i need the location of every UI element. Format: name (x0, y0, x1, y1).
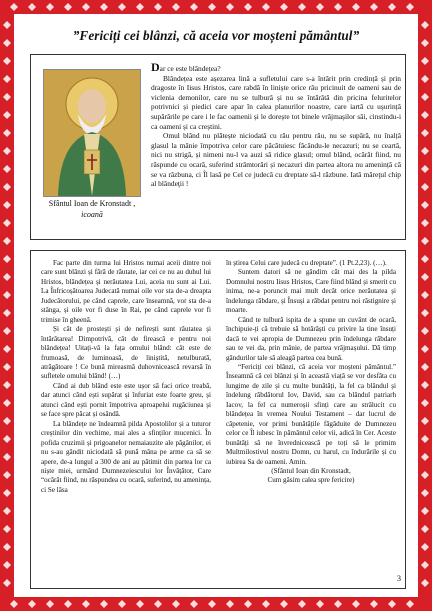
border-ornament-diamond (100, 3, 108, 11)
border-ornament-diamond (10, 600, 18, 608)
border-ornament-diamond (3, 21, 11, 29)
border-ornament-diamond (298, 600, 306, 608)
border-ornament-diamond (172, 600, 180, 608)
intro-text (151, 60, 401, 189)
right-column (226, 259, 396, 486)
border-ornament-diamond (3, 471, 11, 479)
border-ornament-diamond (3, 93, 11, 101)
body-paragraph: Când ai dub blând este este ușor să faci orice treabă, dar atunci când ești supărat și înfuriat este foarte greu, și atunci când ești pornit împotriva aproapelui rugăciunea și se face spre păcat și osândă. (41, 381, 211, 419)
icon-caption-name: Sfântul Ioan de Kronstadt , (48, 199, 136, 208)
border-ornament-diamond (3, 111, 11, 119)
border-ornament-diamond (334, 3, 342, 11)
border-ornament-diamond (280, 600, 288, 608)
border-ornament-diamond (421, 525, 429, 533)
border-ornament-diamond (421, 129, 429, 137)
border-ornament-diamond (316, 3, 324, 11)
border-ornament-diamond (421, 381, 429, 389)
border-ornament-diamond (352, 3, 360, 11)
border-ornament-diamond (244, 3, 252, 11)
border-ornament-diamond (3, 165, 11, 173)
body-paragraph: La blândețe ne îndeamnă pilda Apostolilor și a tuturor creștinilor din vechime, mai ales a sfinților mucenici. În pofida cruzimii și prigoanelor nemaiauzite ale păgânilor, ei nu s-au gândit niciodată să pună mâna pe arme ca să se apere, de-a lungul a 300 de ani au pătimit din partea lor ca niște miei, urmând Dumnezeiescului lor Învățător, Care “ocărât fiind, nu răspundea cu ocară, suferind, nu amenința, ci Se lăsa (41, 419, 211, 494)
border-ornament-diamond (244, 600, 252, 608)
border-ornament-diamond (421, 543, 429, 551)
border-ornament-diamond (190, 600, 198, 608)
border-ornament-diamond (334, 600, 342, 608)
border-ornament-diamond (421, 21, 429, 29)
border-ornament-diamond (226, 3, 234, 11)
border-ornament-diamond (3, 291, 11, 299)
border-ornament-diamond (3, 129, 11, 137)
border-ornament-diamond (421, 561, 429, 569)
body-paragraph: Suntem datori să ne gândim cât mai des la pilda Domnului nostru Iisus Hristos, Care fiind blând și smerit cu inima, ne-a poruncit mai mult decât orice nerăutatea și îndelunga răbdare, și Însuși a răbdat pentru noi răstignire și moarte. (226, 268, 396, 315)
signature-line: (Sfântul Ioan din Kronstadt, (271, 466, 351, 475)
body-paragraph: “Fericiți cei blânzi, că aceia vor moșteni pământul.” Înseamnă că cei blânzi și în această viață se vor desfăta cu lungime de zile și cu multe bunătăți, la fel ca blândul și îndelung răbdătorul Iov, David, sau ca blândul patriarh Iacov, la fel ca numeroșii sfinți care au strălucit cu blândețea în vremea Noului Testament – dar lucrul de căpetenie, vor primi bunătățile făgăduite de Dumnezeu celor ce Îl iubesc în pământul celor vii, adică în Cer. Aceste bunătăți să ne învrednicească pe toți să le primim Multmilostivul nostru Domn, cu harul, cu îndurările și cu iubirea Sa de oameni. Amin. (226, 362, 396, 466)
border-ornament-diamond (3, 525, 11, 533)
border-ornament-diamond (316, 600, 324, 608)
border-ornament-diamond (82, 600, 90, 608)
border-ornament-diamond (3, 561, 11, 569)
border-ornament-diamond (208, 600, 216, 608)
border-ornament-diamond (3, 147, 11, 155)
border-ornament-diamond (421, 111, 429, 119)
border-ornament-diamond (3, 579, 11, 587)
border-ornament-diamond (421, 75, 429, 83)
border-ornament-diamond (421, 237, 429, 245)
border-ornament-diamond (3, 507, 11, 515)
border-ornament-diamond (421, 147, 429, 155)
border-ornament-diamond (28, 3, 36, 11)
border-ornament-diamond (46, 3, 54, 11)
border-ornament-diamond (421, 345, 429, 353)
border-ornament-diamond (3, 363, 11, 371)
border-ornament-diamond (421, 291, 429, 299)
left-column (41, 259, 211, 495)
body-paragraph: Și cât de prostești și de nefirești sunt răutatea și întărâtarea! Dimpotrivă, cât de firească e pentru noi blândețea! Uitați-vă la fața omului blând: cât este de frumoasă, de luminoasă, de liniștită, netulburată, atrăgătoare ! Ce bună mireasmă duhovnicească revarsă în sufletele omului blând! (…) (41, 325, 211, 381)
border-ornament-diamond (421, 579, 429, 587)
border-ornament-diamond (28, 600, 36, 608)
border-ornament-diamond (3, 273, 11, 281)
page-content (18, 18, 414, 593)
intro-paragraph: Omul blând nu plătește niciodată cu rău pentru rău, nu se supără, nu înalță glasul la mânie împotriva celor care păcătuiesc făcându-le necazuri; nu se ceartă, nici nu strigă, și nimeni nu-l va auzi să ridice glasul; omul blând, ocărât fiind, nu răspunde cu ocară, suferind strâmtorări și necazuri din partea altora nu amenință că se va răzbuna, ci Îl lasă pe Cel ce judecă cu dreptate să-l răzbune. Iată măreţul chip al blândeţii ! (151, 131, 401, 189)
body-paragraph: în știrea Celui care judecă cu dreptate”. (1 Pt.2,23). (…). (226, 259, 387, 267)
border-ornament-diamond (262, 3, 270, 11)
border-ornament-diamond (3, 237, 11, 245)
border-ornament-diamond (226, 600, 234, 608)
icon-caption-type: icoană (81, 209, 103, 219)
border-ornament-diamond (421, 453, 429, 461)
border-ornament-diamond (154, 3, 162, 11)
border-ornament-diamond (3, 345, 11, 353)
intro-question (151, 60, 401, 74)
border-ornament-diamond (100, 600, 108, 608)
border-ornament-diamond (3, 255, 11, 263)
border-ornament-diamond (46, 600, 54, 608)
border-ornament-diamond (136, 3, 144, 11)
border-ornament-diamond (421, 219, 429, 227)
border-ornament-diamond (3, 381, 11, 389)
page-title: ”Fericiți cei blânzi, că aceia vor moșteni pământul” (72, 28, 360, 43)
border-ornament-diamond (118, 3, 126, 11)
border-ornament-diamond (370, 3, 378, 11)
drop-cap: D (151, 60, 160, 74)
border-ornament-diamond (3, 39, 11, 47)
border-ornament-diamond (421, 165, 429, 173)
border-ornament-diamond (388, 600, 396, 608)
border-ornament-diamond (406, 600, 414, 608)
border-ornament-diamond (370, 600, 378, 608)
border-ornament-diamond (82, 3, 90, 11)
border-ornament-diamond (421, 507, 429, 515)
border-ornament-diamond (262, 600, 270, 608)
border-ornament-diamond (3, 219, 11, 227)
border-ornament-diamond (406, 3, 414, 11)
main-text-box (30, 250, 406, 589)
border-ornament-diamond (280, 3, 288, 11)
body-paragraph: Când te tulbură ispita de a spune un cuvânt de ocară, închipuie-ți că trebuie să hotărăști cu privire la tine însuți dacă te vei apropia de Dumnezeu prin îndelunga răbdare sau te vei da, prin mânie, de partea vrăjmașului. Dă timp gândurilor tale să aleagă partea cea bună. (226, 315, 396, 362)
orthodox-saint-icon (43, 69, 141, 197)
border-ornament-diamond (421, 417, 429, 425)
border-ornament-diamond (421, 489, 429, 497)
signature-source: Cum găsim calea spre fericire) (267, 476, 355, 485)
border-ornament-diamond (421, 363, 429, 371)
border-ornament-diamond (3, 543, 11, 551)
page-number: 3 (397, 574, 401, 583)
border-ornament-diamond (190, 3, 198, 11)
border-ornament-diamond (3, 57, 11, 65)
border-ornament-diamond (64, 600, 72, 608)
body-paragraph: Fac parte din turma lui Hristos numai aceii dintre noi care sunt blânzi și fără de răutate, iar cei ce nu au duhul lui Hristos, blândețea și nerăutatea Lui, aceia nu sunt ai Lui. La Înfricoșătoarea Judecată numai oile vor sta de-a dreapta Judecătorului, pe când caprele, care înseamnă, vor sta de-a stânga, și oile vor fi duse în Rai, pe când caprele vor fi trimise în gheenă. (41, 259, 211, 324)
border-ornament-diamond (421, 471, 429, 479)
border-ornament-diamond (298, 3, 306, 11)
border-ornament-diamond (3, 453, 11, 461)
border-ornament-diamond (3, 435, 11, 443)
border-ornament-diamond (421, 183, 429, 191)
border-ornament-diamond (3, 327, 11, 335)
border-ornament-diamond (3, 75, 11, 83)
border-ornament-diamond (208, 3, 216, 11)
border-ornament-diamond (10, 3, 18, 11)
border-ornament-diamond (3, 201, 11, 209)
border-ornament-diamond (421, 273, 429, 281)
border-ornament-diamond (3, 309, 11, 317)
icon-caption (37, 199, 147, 220)
border-ornament-diamond (3, 489, 11, 497)
border-ornament-diamond (352, 600, 360, 608)
border-ornament-diamond (421, 435, 429, 443)
border-ornament-diamond (421, 93, 429, 101)
border-ornament-diamond (421, 399, 429, 407)
border-ornament-diamond (3, 183, 11, 191)
border-ornament-diamond (421, 255, 429, 263)
border-ornament-diamond (421, 309, 429, 317)
border-ornament-diamond (3, 417, 11, 425)
border-ornament-diamond (421, 201, 429, 209)
border-ornament-diamond (172, 3, 180, 11)
border-ornament-diamond (388, 3, 396, 11)
border-ornament-diamond (421, 39, 429, 47)
intro-paragraph: Blândețea este așezarea lină a sufletului care s-a întărit prin credință și prin dragoste în Iisus Hristos, care rabdă în liniște orice rău pricinuit de oameni sau de viclenia demonilor, care nu se tulbură și nu se întărâtă din pricina feluritelor potrivnici și piedici care apar în calea planurilor noastre, care iartă cu ușurință supărările pe care i le fac oamenii și le dorește tot binele vrăjmașilor săi, cinstindu-i ca oameni și ca creștini. (151, 73, 401, 131)
intro-question-text: ar ce este blândețea? (159, 64, 221, 73)
border-ornament-diamond (64, 3, 72, 11)
border-ornament-diamond (421, 57, 429, 65)
border-ornament-diamond (136, 600, 144, 608)
border-ornament-diamond (421, 327, 429, 335)
intro-box (30, 54, 406, 240)
border-ornament-diamond (118, 600, 126, 608)
border-ornament-diamond (3, 399, 11, 407)
border-ornament-diamond (154, 600, 162, 608)
